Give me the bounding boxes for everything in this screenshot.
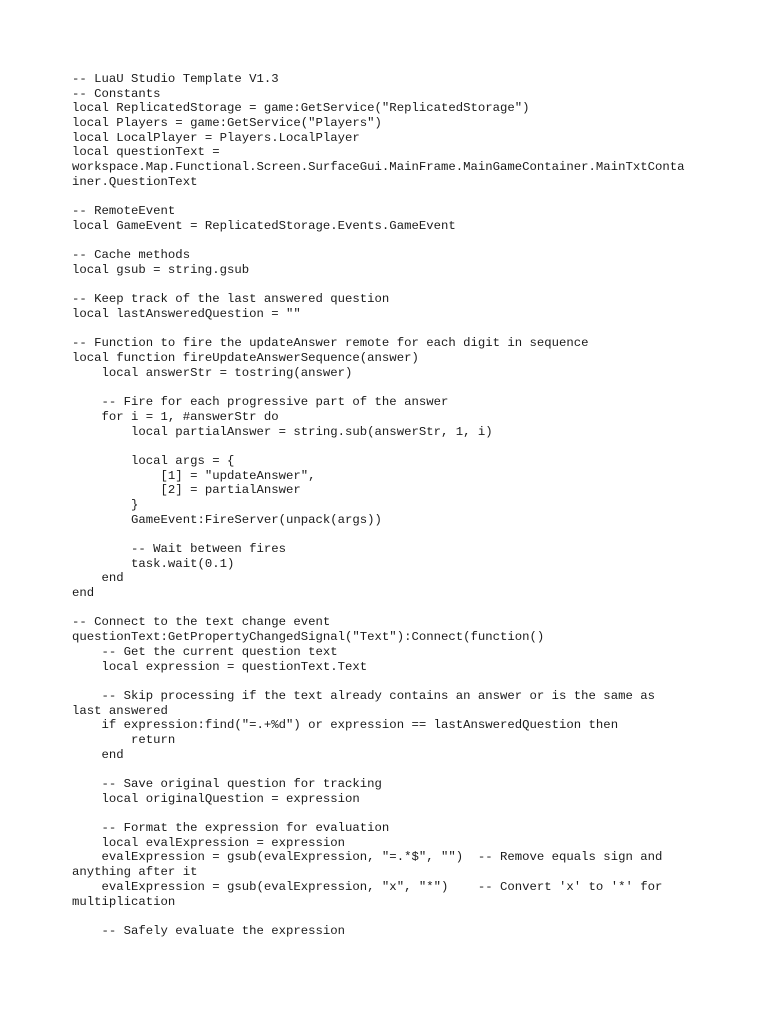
code-line <box>72 380 732 395</box>
code-line: -- Safely evaluate the expression <box>72 923 346 938</box>
code-line: -- Function to fire the updateAnswer remote for each digit in sequence <box>72 336 589 351</box>
code-line: if expression:find("=.+%d") or expression == lastAnsweredQuestion then <box>72 718 619 733</box>
code-line: end <box>72 586 95 601</box>
code-line <box>72 322 732 337</box>
code-line: evalExpression = gsub(evalExpression, "x", "*") -- Convert 'x' to '*' for <box>72 879 663 894</box>
code-line: local GameEvent = ReplicatedStorage.Events.GameEvent <box>72 218 456 233</box>
code-line: evalExpression = gsub(evalExpression, "=.*$", "") -- Remove equals sign and <box>72 850 663 865</box>
code-line <box>72 601 732 616</box>
code-line: local answerStr = tostring(answer) <box>72 365 353 380</box>
code-line: task.wait(0.1) <box>72 556 235 571</box>
code-line: -- Keep track of the last answered question <box>72 292 390 307</box>
code-line: local evalExpression = expression <box>72 835 346 850</box>
code-line: GameEvent:FireServer(unpack(args)) <box>72 512 382 527</box>
code-line: end <box>72 747 124 762</box>
code-line: last answered <box>72 703 168 718</box>
code-line: -- LuaU Studio Template V1.3 <box>72 72 279 86</box>
code-line: [2] = partialAnswer <box>72 483 301 498</box>
code-line: -- Get the current question text <box>72 644 338 659</box>
code-line: local LocalPlayer = Players.LocalPlayer <box>72 130 360 145</box>
code-line <box>72 806 732 821</box>
code-line <box>72 234 732 249</box>
code-line: local function fireUpdateAnswerSequence(answer) <box>72 351 419 366</box>
code-line: -- Skip processing if the text already contains an answer or is the same as <box>72 688 655 703</box>
code-line <box>72 278 732 293</box>
code-line: local args = { <box>72 453 235 468</box>
code-line: local lastAnsweredQuestion = "" <box>72 307 301 321</box>
code-line: -- Fire for each progressive part of the answer <box>72 395 449 410</box>
code-line: local questionText = <box>72 145 220 160</box>
code-line <box>72 439 732 454</box>
code-line: } <box>72 497 139 512</box>
code-line: -- Save original question for tracking <box>72 777 382 791</box>
code-line: questionText:GetPropertyChangedSignal("Text"):Connect(function() <box>72 630 545 645</box>
code-line <box>72 762 732 777</box>
code-line: -- Connect to the text change event <box>72 615 331 630</box>
code-line <box>72 527 732 542</box>
code-line: local gsub = string.gsub <box>72 262 250 277</box>
code-line: -- Format the expression for evaluation <box>72 821 390 836</box>
code-line <box>72 190 732 205</box>
code-line: anything after it <box>72 865 198 880</box>
code-line: end <box>72 571 124 586</box>
code-line <box>72 674 732 689</box>
code-line: workspace.Map.Functional.Screen.SurfaceGui.MainFrame.MainGameContainer.MainTxtConta <box>72 160 685 175</box>
code-line: local originalQuestion = expression <box>72 791 360 806</box>
code-line: -- Cache methods <box>72 248 191 263</box>
code-line: local partialAnswer = string.sub(answerStr, 1, i) <box>72 424 493 439</box>
code-line <box>72 909 732 924</box>
code-line: iner.QuestionText <box>72 174 198 189</box>
code-line: local ReplicatedStorage = game:GetService("ReplicatedStorage") <box>72 101 530 116</box>
code-line: -- Wait between fires <box>72 542 287 556</box>
code-line: for i = 1, #answerStr do <box>72 409 279 424</box>
code-line: return <box>72 732 176 747</box>
code-block <box>72 72 732 939</box>
code-line: -- RemoteEvent <box>72 204 176 219</box>
code-line: local Players = game:GetService("Players") <box>72 116 382 131</box>
code-line: -- Constants <box>72 86 161 101</box>
code-line: [1] = "updateAnswer", <box>72 468 316 483</box>
code-line: multiplication <box>72 894 176 909</box>
code-line: local expression = questionText.Text <box>72 659 368 674</box>
